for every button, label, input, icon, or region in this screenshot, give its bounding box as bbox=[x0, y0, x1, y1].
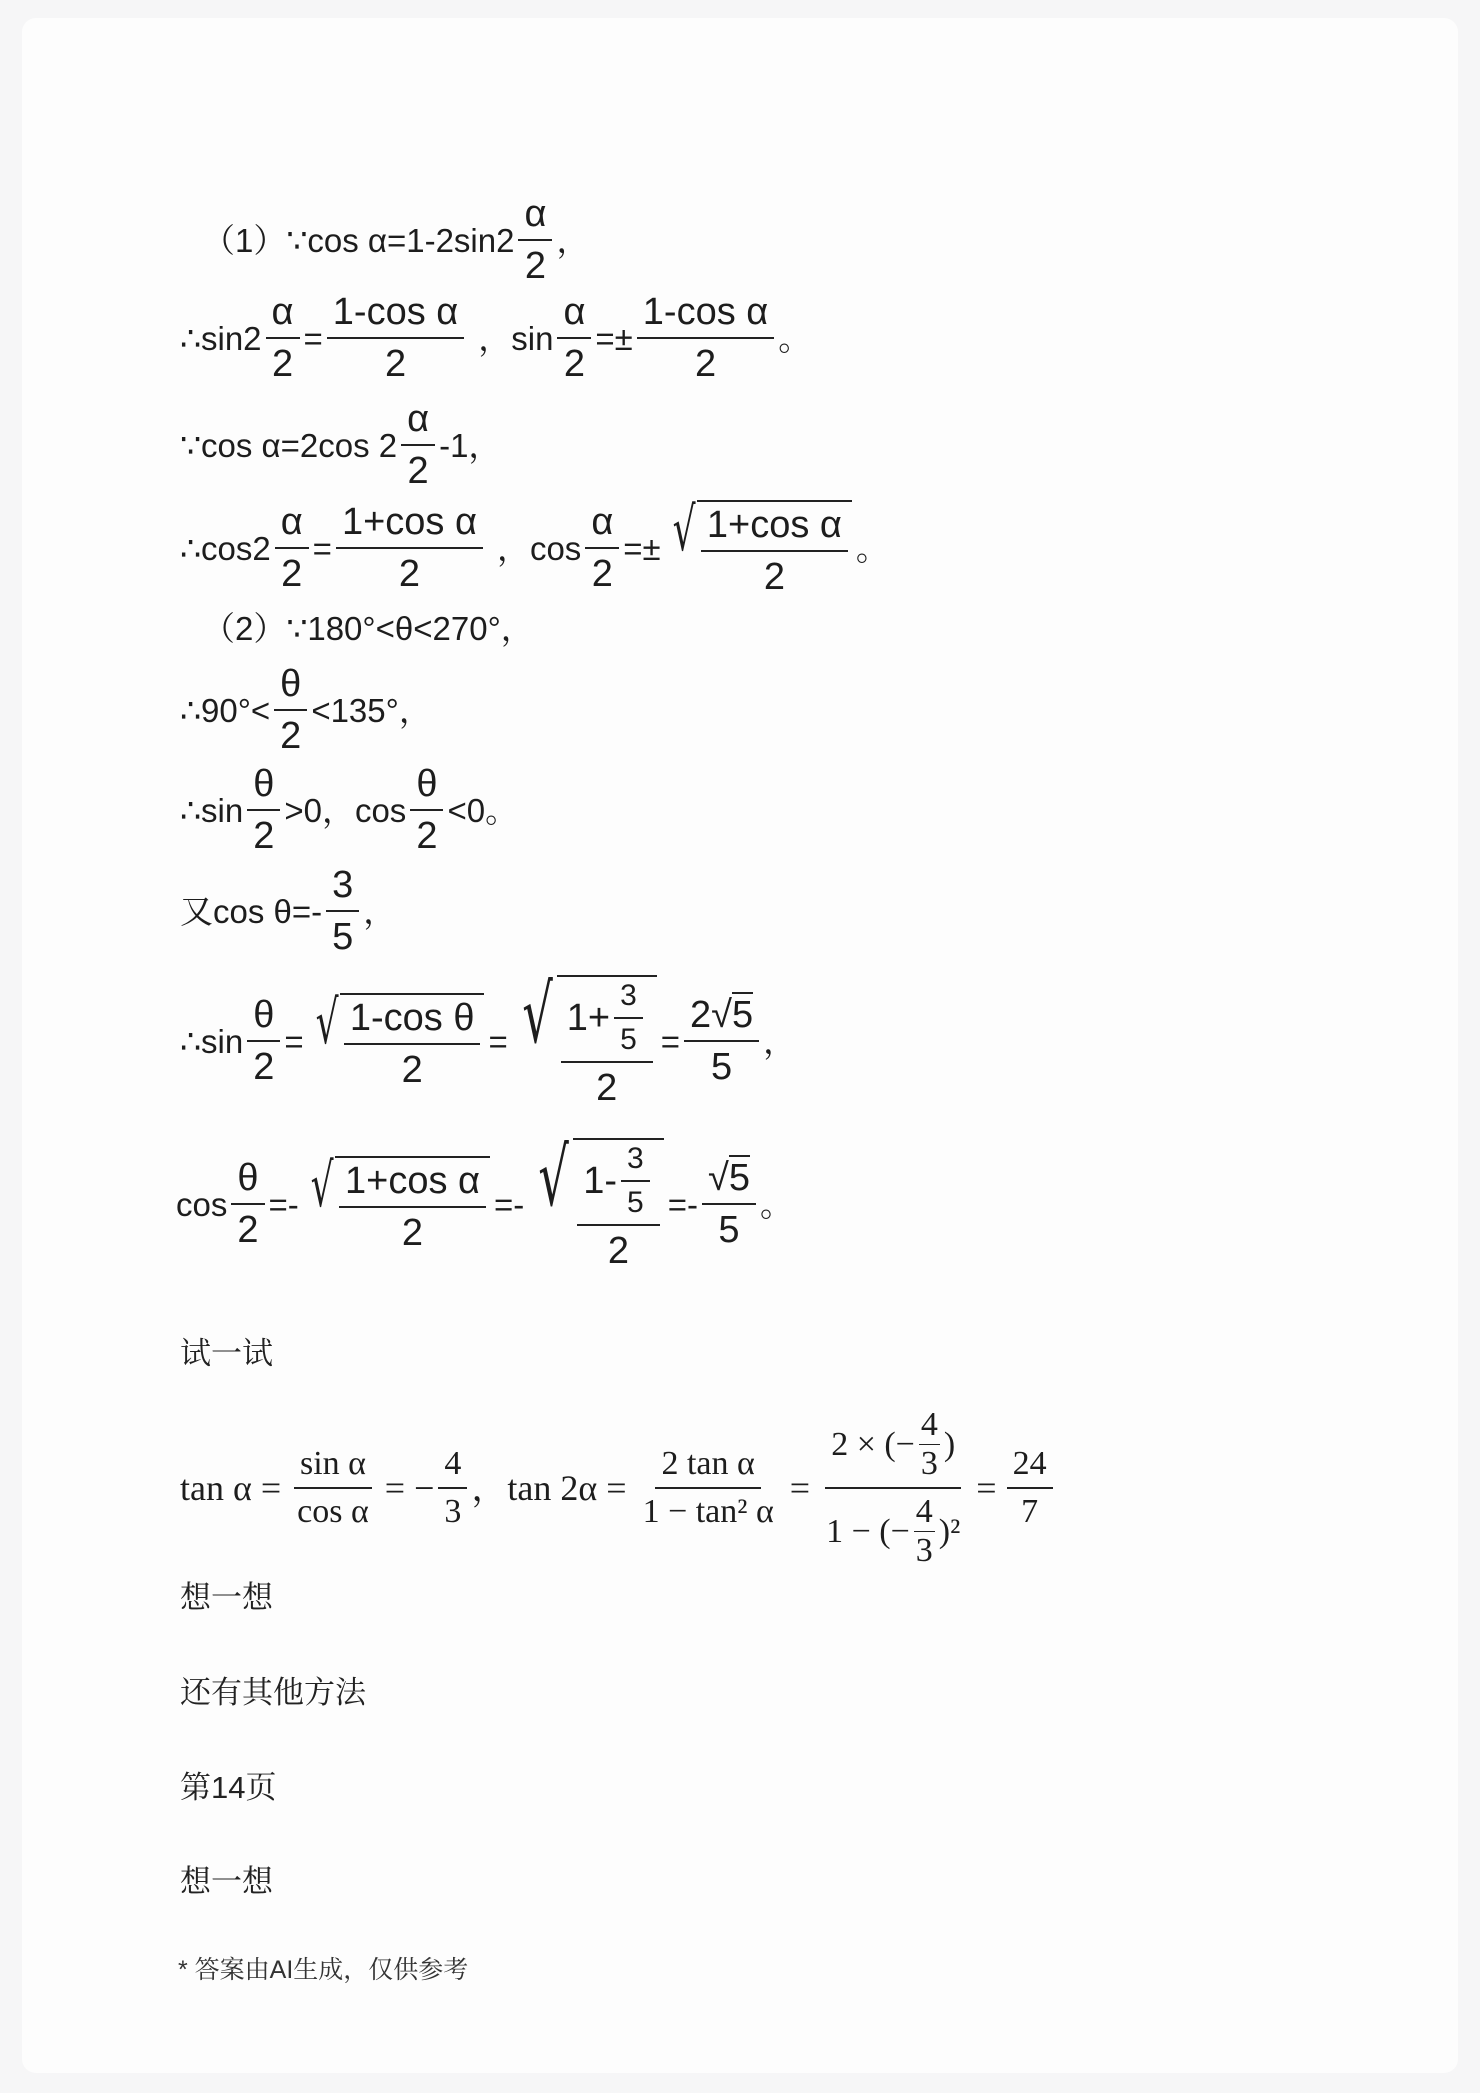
fraction: $\frac{\alpha}{2}$ bbox=[401, 400, 435, 490]
part2-line4: 又cos θ=- $\frac{3}{5}$ ， bbox=[180, 864, 397, 958]
ai-disclaimer: * 答案由AI生成，仅供参考 bbox=[178, 1956, 469, 1984]
fraction: $\frac{2√5}{5}$ bbox=[684, 996, 759, 1086]
fraction: $\frac{4}{3}$ bbox=[920, 1406, 938, 1482]
part1-line3: ∵cos α=2cos 2 $\frac{\alpha}{2}$ -1， bbox=[180, 398, 502, 492]
part2-line1: （2） ∵180°<θ<270°， bbox=[202, 610, 534, 647]
fraction: 2 × (− $\frac{4}{3}$ ) 1 − (− $\frac{4}{3}$ )² bbox=[826, 1406, 961, 1569]
fraction: $\frac{\text{1+cos α}}{2}$ bbox=[339, 1162, 486, 1252]
fraction: $\frac{\text{1+cos α}}{2}$ bbox=[336, 503, 483, 593]
square-root bbox=[303, 1151, 490, 1254]
fraction: $\frac{\text{1-cos θ}}{2}$ bbox=[344, 999, 481, 1089]
radical-sign-icon: √ bbox=[315, 988, 339, 1058]
think-heading-2: 想一想 bbox=[180, 1864, 273, 1899]
fraction: $\frac{\text{1-cos α}}{2}$ bbox=[637, 293, 774, 383]
part2-label: （2） bbox=[202, 610, 287, 647]
fraction: $\frac{\alpha}{2}$ bbox=[266, 293, 300, 383]
fraction: $\frac{\text{2 tan α}}{\text{1 − tan² α}}$ bbox=[642, 1445, 774, 1530]
fraction: $\frac{\alpha}{2}$ bbox=[585, 503, 619, 593]
part2-line6: cos $\frac{\theta}{2}$ =- √ $\frac{\text{1+cos α}}{2}$ =- √ 1- $\frac{3}{5}$ 2 =- $\frac{√5}{5}$ 。 bbox=[176, 1131, 793, 1272]
radical-sign-icon: √ bbox=[711, 994, 733, 1036]
part2-line5: ∴sin $\frac{\theta}{2}$ = √ $\frac{\text{1-cos θ}}{2}$ = √ 1+ $\frac{3}{5}$ 2 = $\frac{2√5}{5}$ ， bbox=[180, 968, 797, 1109]
radical-sign-icon: √ bbox=[708, 1157, 729, 1199]
page-label: 第14页 bbox=[180, 1770, 277, 1805]
fraction: $\frac{√5}{5}$ bbox=[702, 1159, 756, 1249]
fraction: $\frac{\theta}{2}$ bbox=[247, 765, 280, 855]
square-root bbox=[665, 495, 852, 598]
fraction: $\frac{\text{1-cos α}}{2}$ bbox=[327, 293, 464, 383]
fraction: $\frac{\alpha}{2}$ bbox=[518, 195, 552, 285]
fraction: $\frac{\theta}{2}$ bbox=[247, 996, 280, 1086]
part1-line4: ∴cos2 $\frac{\alpha}{2}$ = $\frac{\text{1+cos α}}{2}$ ，cos $\frac{\alpha}{2}$ =± √ $\frac{\text{1+cos α}}{2}$ 。 bbox=[180, 495, 889, 598]
fraction: $\frac{\theta}{2}$ bbox=[410, 765, 443, 855]
fraction: $\frac{\alpha}{2}$ bbox=[275, 503, 309, 593]
fraction: $\frac{3}{5}$ bbox=[621, 1144, 650, 1218]
fraction: $\frac{24}{7}$ bbox=[1007, 1447, 1053, 1529]
part1-line2: ∴sin2 $\frac{\alpha}{2}$ = $\frac{\text{1-cos α}}{2}$ ，sin $\frac{\alpha}{2}$ =± $\frac{\text{1-cos α}}{2}$ 。 bbox=[180, 291, 812, 385]
radical-sign-icon: √ bbox=[521, 968, 553, 1061]
fraction: $\frac{4}{3}$ bbox=[438, 1447, 467, 1529]
square-root bbox=[308, 988, 485, 1091]
part1-line1-text: ∵cos α=1-2sin2 bbox=[286, 221, 515, 259]
part1-label: （1） bbox=[202, 221, 287, 259]
fraction: $\frac{\alpha}{2}$ bbox=[557, 293, 591, 383]
fraction: $\frac{\theta}{2}$ bbox=[231, 1159, 264, 1249]
try-heading: 试一试 bbox=[180, 1336, 273, 1371]
part2-line2: ∴90°< $\frac{\theta}{2}$ <135°， bbox=[180, 663, 432, 757]
fraction: $\frac{3}{5}$ bbox=[614, 981, 643, 1055]
radical-sign-icon: √ bbox=[310, 1151, 334, 1221]
fraction: $\frac{3}{5}$ bbox=[326, 866, 359, 956]
other-methods-text: 还有其他方法 bbox=[180, 1675, 366, 1710]
try-formula-row: tan α = $\frac{\text{sin α}}{\text{cos α}}$ = − $\frac{4}{3}$ ，tan 2α = $\frac{\text{2 tan α}}{\text{1 − tan² α}}$ = 2 × (− $\frac{4}{3}$ ) 1 − (− $\frac{4}{3}$ )² = $\frac{24}{7}$ bbox=[180, 1408, 1063, 1568]
fraction: $\frac{\text{sin α}}{\text{cos α}}$ bbox=[291, 1447, 375, 1529]
part2-line3: ∴sin $\frac{\theta}{2}$ >0，cos $\frac{\theta}{2}$ <0。 bbox=[180, 763, 519, 857]
radical-sign-icon: √ bbox=[672, 495, 696, 565]
radical-sign-icon: √ bbox=[538, 1131, 570, 1224]
fraction: $\frac{\text{1+cos α}}{2}$ bbox=[701, 506, 848, 596]
fraction: $\frac{\theta}{2}$ bbox=[274, 665, 307, 755]
fraction: 1+ $\frac{3}{5}$ 2 bbox=[561, 981, 653, 1107]
fraction: 1- $\frac{3}{5}$ 2 bbox=[577, 1144, 659, 1270]
square-root bbox=[512, 968, 657, 1109]
square-root bbox=[528, 1131, 663, 1272]
fraction: $\frac{4}{3}$ bbox=[915, 1493, 933, 1569]
part1-line1: （1） ∵cos α=1-2sin2 $\frac{\alpha}{2}$ ， bbox=[202, 193, 590, 287]
think-heading-1: 想一想 bbox=[180, 1580, 273, 1615]
